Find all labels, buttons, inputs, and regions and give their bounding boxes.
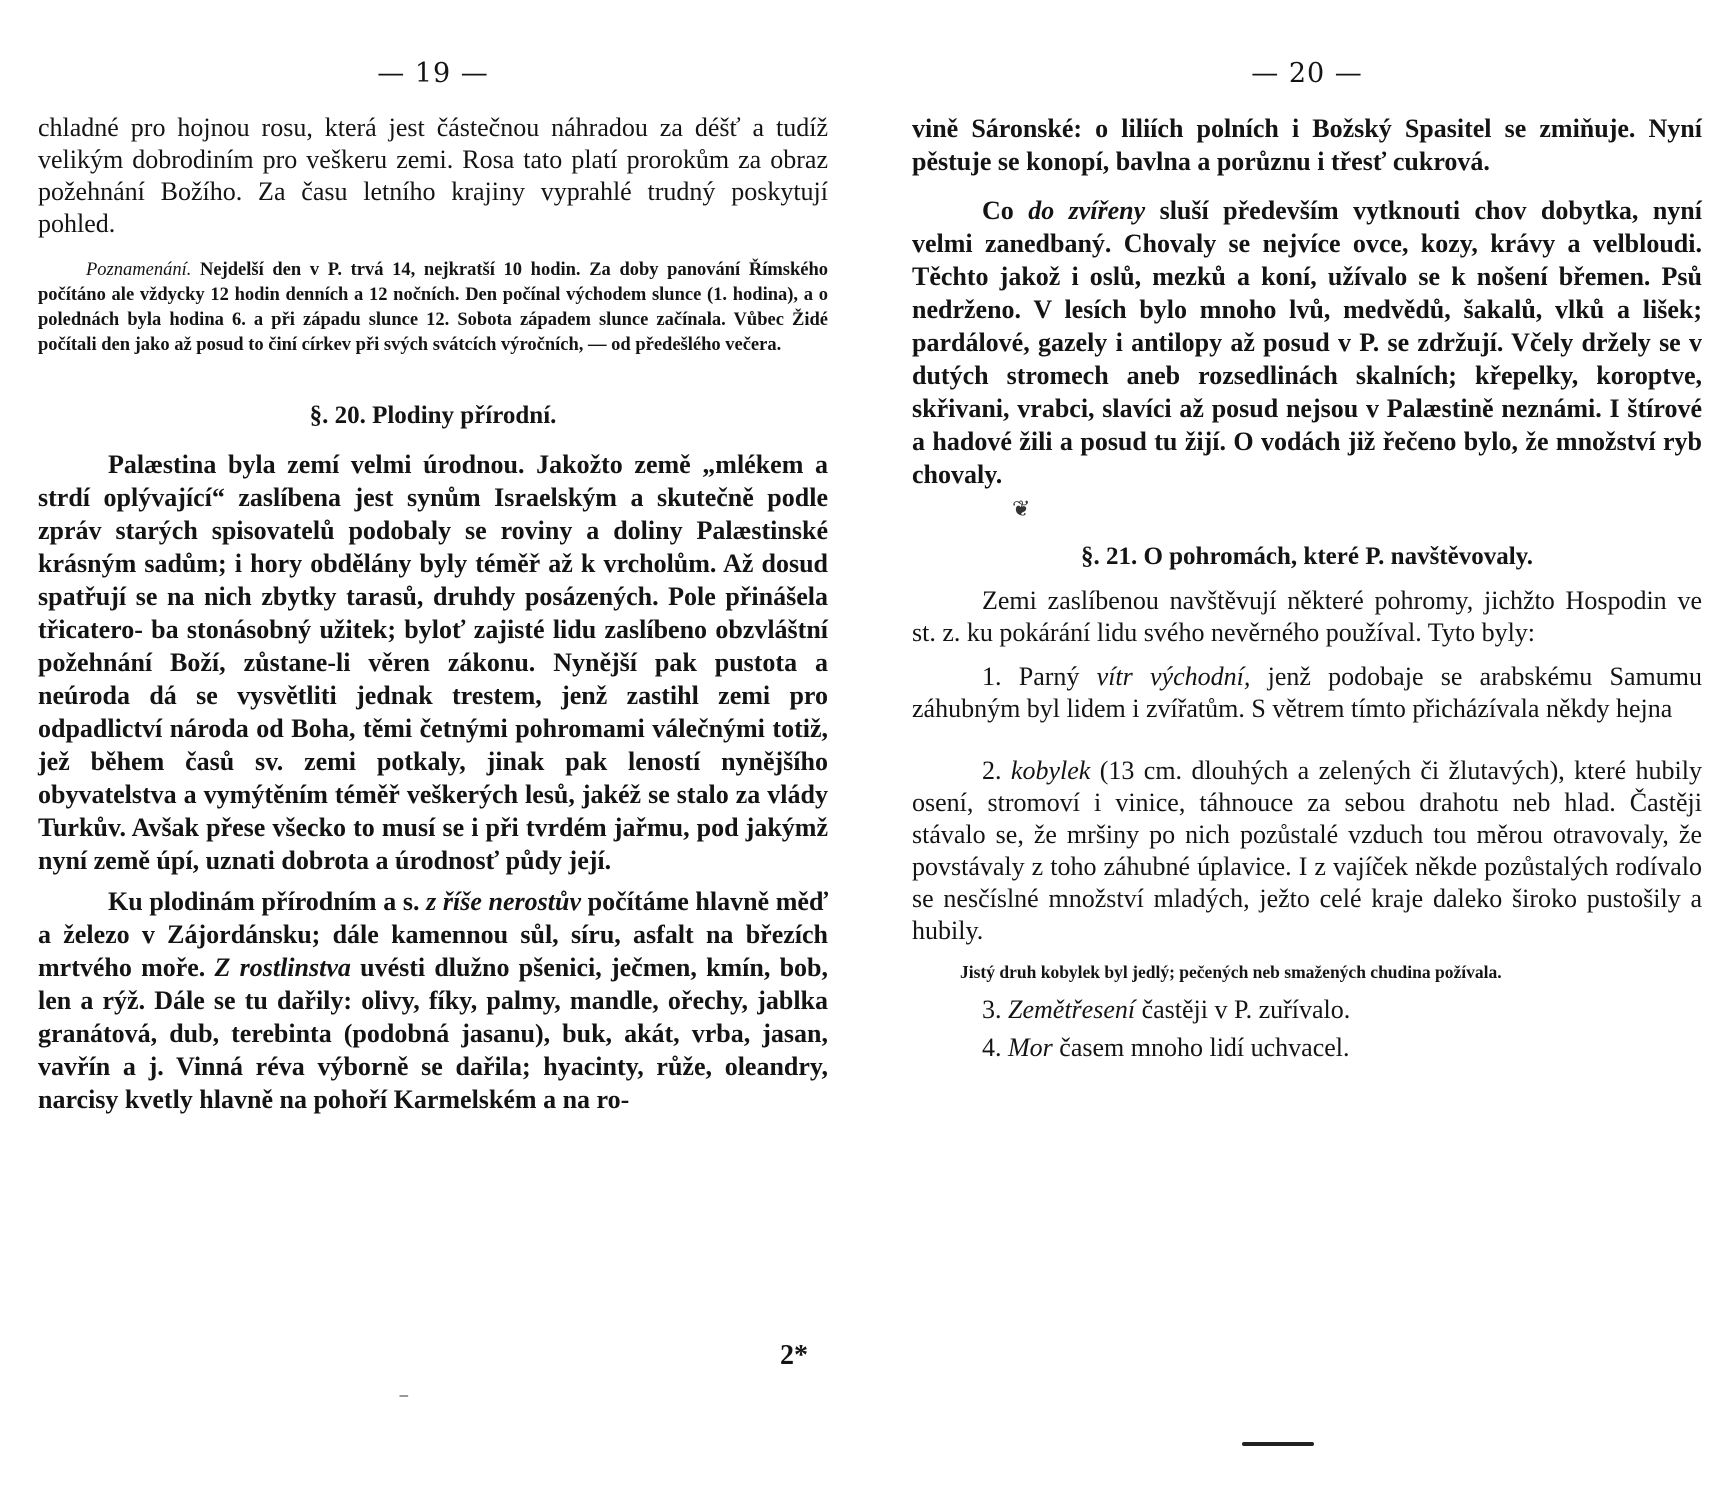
italic-text: kobylek: [1010, 756, 1091, 785]
list-item: [912, 994, 1702, 1026]
ink-speck: ❦: [1012, 497, 1031, 522]
right-page: [912, 0, 1702, 1500]
footnote-label: Poznamenání.: [86, 260, 192, 280]
text-run: Ku plodinám přírodním a s.: [108, 887, 427, 916]
text-run: 2.: [982, 756, 1011, 785]
text-run: jenž podobaje se arabskému Samumu záhubným byl lidem i zvířatům. S větrem tímto přicházívala někdy hejna: [912, 662, 1702, 723]
text-run: častěji v P. zuřívalo.: [1135, 995, 1351, 1024]
text-run: 3.: [982, 995, 1008, 1024]
text-run: časem mnoho lidí uchvacel.: [1052, 1033, 1350, 1062]
text-run: uvésti dlužno pšenici, ječmen, kmín, bob, len a rýž. Dále se tu dařily: olivy, fíky, palmy, mandle, ořechy, jablka granátová, dub, terebinta (podobná jasanu), buk, akát, vrba, jasan, vavřín a j. Vinná réva výborně se dařila; hyacinty, růže, oleandry, narcisy kvetly hlavně na pohoří Karmelském a na ro-: [38, 953, 828, 1114]
paragraph: [912, 194, 1702, 491]
section-heading: §. 20. Plodiny přírodní.: [309, 402, 557, 429]
list-item: [912, 661, 1702, 725]
text-run: počítáme hlavně měď a železo v Zájordánsku; dále kamennou sůl, síru, asfalt na březích mrtvého moře.: [38, 887, 829, 982]
text-run: (13 cm. dlouhých a zelených či žlutavých), které hubily osení, stromoví i vinice, táhnouce za sebou drahotu neb hlad. Častěji stávalo se, že mršiny po nich pozůstalé vzduch tou měrou otravovaly, že povstávaly z toho záhubné úplavice. I z vajíček někde pozůstalých rodívalo se nesčíslné množství mladých, ježto celé kraje daleko široko pustošily a hubily.: [912, 756, 1703, 945]
paragraph: vině Sáronské: o liliích polních i Božský Spasitel se zmiňuje. Nyní pěstuje se konopí, bavlna a porůznu i třesť cukrová.: [912, 114, 1702, 176]
right-page-body: [912, 112, 1702, 1064]
text-run: 4.: [982, 1033, 1008, 1062]
text-run: 1. Parný: [982, 662, 1097, 691]
page-number: — 19 —: [377, 58, 489, 89]
footnote: [38, 258, 828, 358]
italic-text: do zvířeny: [1028, 196, 1146, 225]
italic-text: z říše nerostův: [426, 887, 582, 916]
paragraph: chladné pro hojnou rosu, která jest částečnou náhradou za déšť a tudíž velikým dobrodiním pro veškeru zemi. Rosa tato platí prorokům za obraz požehnání Božího. Za času letního krajiny vyprahlé trudný poskytují pohled.: [38, 113, 828, 238]
paragraph: Palæstina byla zemí velmi úrodnou. Jakožto země „mlékem a strdí oplývající“ zaslíbena jest synům Israelským a skutečně podle zpráv starých spisovatelů podobaly se roviny a doliny Palæstinské krásným sadům; i hory obdělány byly téměř až k vrcholům. Až dosud spatřují se na nich zbytky tarasů, druhdy posázených. Pole přinášela třicatero- ba stonásobný užitek; byloť zajisté lidu zaslíbeno obzvláštní požehnání Boží, zůstane-li věren zákonu. Nynější pak pustota a neúroda dá se vysvětliti jednak trestem, jenž zastihl zemi pro odpadlictví národa od Boha, těmi četnými pohromami válečnými totiž, jež během časů sv. zemi potkaly, jinak pak leností nynějšího obyvatelstva a vymýtěním téměř veškerých lesů, jakéž se stalo za vlády Turkův. Avšak přese všecko to musí se i při tvrdém jařmu, pod jakýmž nyní země úpí, uznati dobrota a úrodnosť půdy její.: [38, 450, 828, 875]
signature-mark: 2*: [780, 1340, 808, 1371]
text-run: Co: [982, 196, 1029, 225]
text-run: sluší především vytknouti chov dobytka, nyní velmi zanedbaný. Chovaly se nejvíce ovce, kozy, krávy a velbloudi. Těchto jakož i oslů, mezků a koní, užívalo se k nošení břemen. Psů nedrženo. V lesích bylo mnoho lvů, medvědů, šakalů, vlků a lišek; pardálové, gazely i antilopy až posud v P. se zdržují. Včely držely se v dutých stromech aneb rozsedlinách skalních; křepelky, koroptve, skřivani, vrabci, slavíci až posud nejsou v Palæstině neznámi. I štírové a hadové žili a posud tu žijí. O vodách již řečeno bylo, že množství ryb chovaly.: [912, 196, 1702, 489]
section-heading: §. 21. O pohromách, které P. navštěvovaly.: [1080, 543, 1534, 570]
spacer: [912, 491, 1702, 543]
list-item: [912, 1032, 1702, 1064]
left-page: [38, 0, 828, 1500]
paragraph: Zemi zaslíbenou navštěvují některé pohromy, jichžto Hospodin ve st. z. ku pokárání lidu svého nevěrného používal. Tyto byly:: [912, 586, 1702, 647]
footnote: Jistý druh kobylek byl jedlý; pečených neb smažených chudina požívala.: [960, 962, 1502, 982]
left-page-body: [38, 112, 828, 1116]
paragraph: [38, 885, 828, 1116]
list-item: [912, 755, 1702, 947]
page-number: — 20 —: [1251, 58, 1363, 89]
italic-text: Mor: [1008, 1033, 1053, 1062]
ink-speck: ⁻: [398, 1388, 410, 1413]
italic-text: Zemětřesení: [1008, 995, 1136, 1024]
footnote-text: Nejdelší den v P. trvá 14, nejkratší 10 hodin. Za doby panování Římského počítáno ale vždycky 12 hodin denních a 12 nočních. Den počínal východem slunce (1. hodina), a o polednách byla hodina 6. a při západu slunce 12. Sobota západem slunce začínala. Vůbec Židé počítali den jako až posud to činí církev při svých svátcích výročních, — od předešlého večera.: [38, 260, 828, 355]
italic-text: vítr východní,: [1096, 662, 1251, 691]
end-rule: [1242, 1442, 1314, 1446]
italic-text: Z rostlinstva: [214, 953, 351, 982]
